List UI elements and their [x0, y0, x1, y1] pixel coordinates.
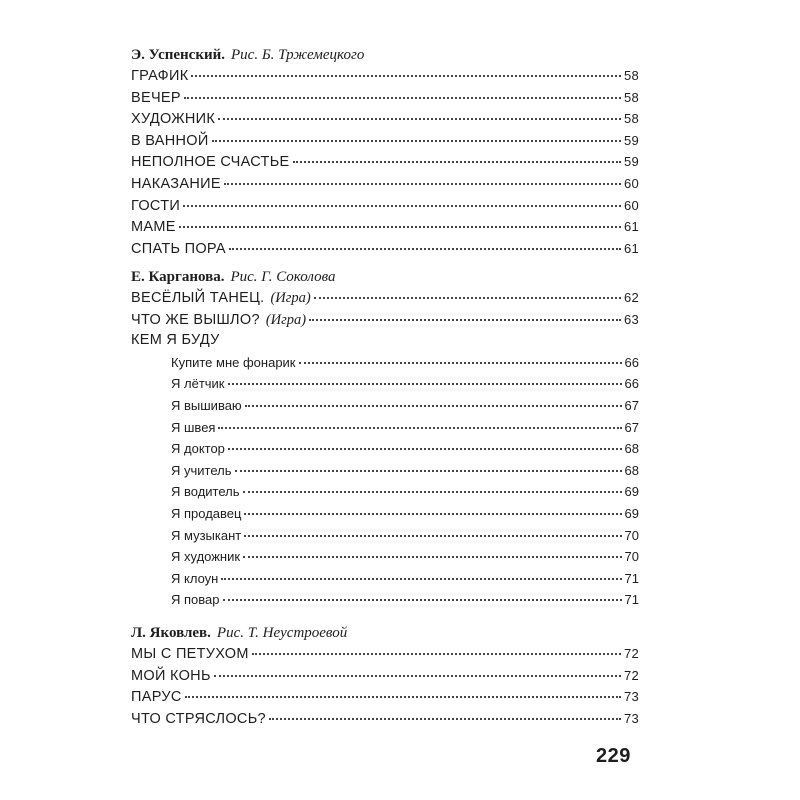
subentry-page: 69 [624, 505, 639, 521]
toc-entry [131, 151, 639, 173]
entry-title-text: ВЕСЁЛЫЙ ТАНЕЦ. [131, 290, 265, 306]
toc-section-uspensky [131, 45, 639, 259]
toc-entry [131, 173, 639, 195]
toc-entry [131, 238, 639, 260]
subentry-page: 66 [624, 354, 639, 370]
entry-title: ХУДОЖНИК [131, 111, 216, 128]
subentry-page: 68 [624, 441, 639, 457]
toc-entry [131, 643, 639, 665]
entry-title: СПАТЬ ПОРА [131, 240, 226, 257]
dot-leader [243, 490, 622, 493]
entry-page: 58 [623, 89, 639, 105]
dot-leader [293, 160, 621, 163]
dot-leader [228, 447, 622, 450]
illustrator-name: Рис. Т. Неустроевой [216, 625, 348, 641]
entry-page: 73 [623, 710, 639, 726]
toc-entry [131, 87, 639, 109]
toc-entry [131, 686, 639, 708]
page-number: 229 [596, 745, 631, 767]
entry-title: НАКАЗАНИЕ [131, 175, 221, 192]
section-heading [131, 45, 639, 65]
entry-title: НЕПОЛНОЕ СЧАСТЬЕ [131, 154, 290, 171]
dot-leader [245, 404, 622, 407]
toc-subentry [131, 438, 639, 460]
entry-page: 58 [623, 68, 639, 83]
entry-page: 72 [623, 667, 639, 683]
toc-entry [131, 65, 639, 87]
toc-subentry [131, 460, 639, 482]
subentry-title: Я повар [171, 592, 220, 608]
toc-subentry [131, 503, 639, 525]
entry-page: 63 [623, 311, 639, 327]
subentry-page: 68 [624, 462, 639, 478]
toc-subentry [131, 373, 639, 395]
entry-note: (Игра) [270, 290, 311, 306]
subentry-title: Я продавец [171, 505, 242, 521]
dot-leader [218, 426, 621, 429]
dot-leader [223, 598, 622, 601]
section-heading [131, 623, 639, 643]
subentry-title: Я вышиваю [171, 397, 242, 413]
entry-title: В ВАННОЙ [131, 132, 209, 149]
entry-title: ВЕЧЕР [131, 89, 181, 106]
entry-title: ЧТО СТРЯСЛОСЬ? [131, 710, 266, 727]
entry-page: 73 [623, 689, 639, 705]
toc-subentry [131, 568, 639, 590]
entry-title: МЫ С ПЕТУХОМ [131, 646, 249, 662]
toc-subentry [131, 546, 639, 568]
entry-page: 59 [623, 154, 639, 170]
toc-subentry [131, 352, 639, 374]
dot-leader [244, 512, 621, 515]
subentry-page: 70 [624, 549, 639, 565]
subentry-title: Я лётчик [171, 376, 225, 392]
toc-entry [131, 309, 639, 331]
dot-leader [214, 674, 621, 677]
toc-subentry [131, 417, 639, 439]
entry-page: 60 [623, 197, 639, 213]
subentry-page: 66 [624, 376, 639, 392]
entry-page: 62 [623, 290, 639, 305]
subentry-title: Я учитель [171, 462, 232, 478]
author-name: Л. Яковлев. [131, 625, 211, 641]
section-heading [131, 267, 639, 287]
toc-entry [131, 130, 639, 152]
subentry-title: Я клоун [171, 570, 219, 586]
toc-entry-group-title [131, 330, 639, 352]
toc-entry [131, 108, 639, 130]
toc-subentry [131, 589, 639, 611]
toc-entry [131, 708, 639, 730]
subentry-title: Я доктор [171, 441, 225, 457]
toc-entry [131, 665, 639, 687]
entry-title: ГОСТИ [131, 197, 181, 214]
dot-leader [244, 534, 621, 537]
subentry-page: 70 [624, 527, 639, 543]
subentry-page: 69 [624, 484, 639, 500]
entry-title [131, 288, 311, 310]
dot-leader [299, 361, 622, 364]
toc-entry [131, 287, 639, 309]
dot-leader [212, 139, 621, 142]
subentry-title: Купите мне фонарик [171, 354, 296, 370]
entry-title: МОЙ КОНЬ [131, 667, 211, 684]
dot-leader [269, 717, 621, 720]
toc-section-yakovlev [131, 623, 639, 729]
subentry-page: 71 [624, 570, 639, 586]
dot-leader [228, 382, 622, 385]
entry-page: 72 [623, 646, 639, 661]
subentry-title: Я художник [171, 549, 241, 565]
entry-note: (Игра) [265, 311, 307, 328]
entry-page: 61 [623, 240, 639, 256]
subentry-title: Я музыкант [171, 527, 242, 543]
author-name: Е. Карганова. [131, 269, 225, 285]
toc-subentry [131, 395, 639, 417]
entry-title: ГРАФИК [131, 68, 189, 84]
illustrator-name: Рис. Г. Соколова [230, 269, 336, 285]
dot-leader [224, 182, 621, 185]
illustrator-name: Рис. Б. Тржемецкого [231, 47, 365, 63]
toc-entry [131, 216, 639, 238]
dot-leader [185, 695, 621, 698]
dot-leader [179, 225, 621, 228]
dot-leader [314, 296, 621, 299]
dot-leader [229, 247, 621, 250]
subentry-page: 71 [624, 592, 639, 608]
entry-page: 59 [623, 132, 639, 148]
subentry-page: 67 [624, 397, 639, 413]
entry-page: 61 [623, 219, 639, 235]
subentry-title: Я водитель [171, 484, 240, 500]
author-name: Э. Успенский. [131, 47, 225, 63]
dot-leader [184, 96, 621, 99]
dot-leader [235, 469, 622, 472]
dot-leader [191, 74, 621, 77]
dot-leader [243, 555, 621, 558]
toc-section-karganova [131, 267, 639, 611]
entry-title: ПАРУС [131, 689, 182, 706]
entry-title: КЕМ Я БУДУ [131, 332, 220, 349]
dot-leader [221, 577, 621, 580]
dot-leader [309, 318, 621, 321]
entry-title: МАМЕ [131, 219, 176, 236]
subentry-page: 67 [624, 419, 639, 435]
dot-leader [252, 652, 621, 655]
entry-page: 60 [623, 175, 639, 191]
entry-title [131, 310, 306, 332]
dot-leader [218, 117, 621, 120]
toc-subentry [131, 525, 639, 547]
entry-page: 58 [623, 111, 639, 127]
dot-leader [183, 204, 621, 207]
toc-subentry [131, 481, 639, 503]
subentry-title: Я швея [171, 419, 216, 435]
toc-entry [131, 195, 639, 217]
entry-title-text: ЧТО ЖЕ ВЫШЛО? [131, 311, 260, 328]
